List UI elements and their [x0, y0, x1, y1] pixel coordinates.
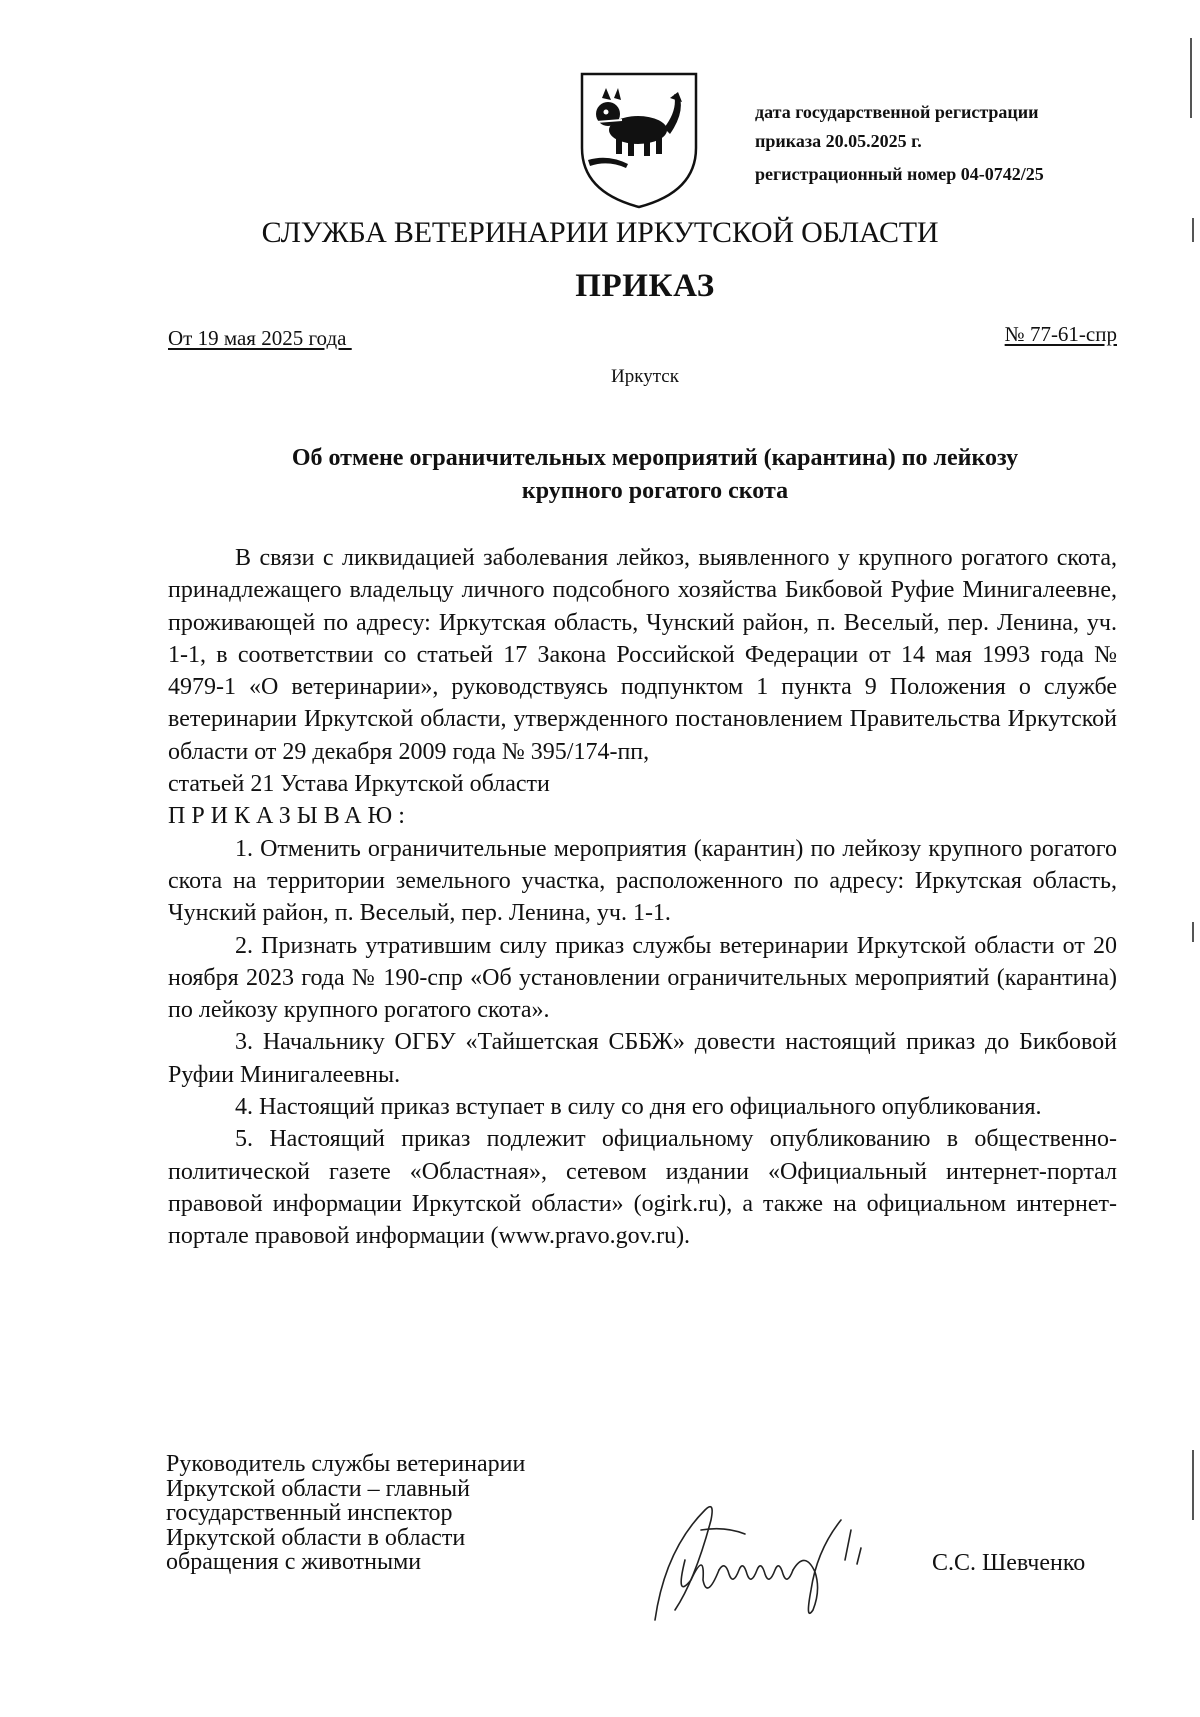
signatory-position-line: Иркутской области в области [166, 1524, 466, 1551]
document-date: От 19 мая 2025 года [168, 326, 352, 350]
document-type: ПРИКАЗ [575, 268, 715, 304]
order-item-5: 5. Настоящий приказ подлежит официальному опубликованию в общественно-политической газете «Областная», сетевом издании «Официальный интернет-портал правовой информации Иркутской области» (ogirk.ru), а также на официальном интернет-портале правовой информации (www.pravo.gov.ru). [168, 1126, 1117, 1250]
organization-name: СЛУЖБА ВЕТЕРИНАРИИ ИРКУТСКОЙ ОБЛАСТИ [261, 216, 939, 249]
signatory-position-line: Иркутской области – главный [166, 1475, 470, 1502]
scan-mark [1192, 1450, 1194, 1520]
signatory-position-line: обращения с животными [166, 1549, 422, 1575]
scan-mark [1192, 922, 1194, 942]
signatory-position-line: Руководитель службы ветеринарии [166, 1451, 526, 1477]
registration-date: приказа 20.05.2025 г. [755, 131, 922, 151]
document-title [150, 442, 1160, 508]
document-title-line-1: Об отмене ограничительных мероприятий (карантина) по лейкозу [291, 445, 1019, 471]
registration-number: регистрационный номер 04-0742/25 [755, 164, 1044, 184]
coat-of-arms-icon [578, 70, 700, 210]
document-body [168, 542, 1117, 1253]
scan-mark [1192, 218, 1194, 242]
preamble-ending: статьей 21 Устава Иркутской области [168, 771, 550, 798]
signatory-position [166, 1452, 525, 1575]
signatory-name: С.С. Шевченко [932, 1550, 1086, 1576]
scan-mark [1190, 38, 1192, 118]
registration-date-label: дата государственной регистрации [755, 102, 1039, 122]
registration-stamp [755, 98, 1165, 189]
order-item-1: 1. Отменить ограничительные мероприятия (карантин) по лейкозу крупного рогатого скота на территории земельного участка, расположенного по адресу: Иркутская область, Чунский район, п. Веселый, пер. Ленина, уч. 1-1. [168, 835, 1117, 927]
document-title-line-2: крупного рогатого скота [521, 478, 789, 504]
handwritten-signature-icon [645, 1490, 925, 1630]
order-item-4: 4. Настоящий приказ вступает в силу со дня его официального опубликования. [235, 1094, 1042, 1121]
document-city: Иркутск [611, 366, 679, 387]
order-item-3: 3. Начальнику ОГБУ «Тайшетская СББЖ» довести настоящий приказ до Бикбовой Руфии Минигалеевны. [168, 1029, 1117, 1088]
signatory-position-line: государственный инспектор [166, 1500, 453, 1526]
preamble-paragraph: В связи с ликвидацией заболевания лейкоз, выявленного у крупного рогатого скота, принадлежащего владельцу личного подсобного хозяйства Бикбовой Руфие Минигалеевне, проживающей по адресу: Иркутская область, Чунский район, п. Веселый, пер. Ленина, уч. 1-1, в соответствии со статьей 17 Закона Российской Федерации от 14 мая 1993 года № 4979-1 «О ветеринарии», руководствуясь подпунктом 1 пункта 9 Положения о службе ветеринарии Иркутской области, утвержденного постановлением Правительства Иркутской области от 29 декабря 2009 года № 395/174-пп, [168, 545, 1117, 765]
document-number: № 77-61-спр [1004, 322, 1117, 346]
order-word: ПРИКАЗЫВАЮ: [168, 803, 411, 830]
order-item-2: 2. Признать утратившим силу приказ службы ветеринарии Иркутской области от 20 ноября 2023 года № 190-спр «Об установлении ограничительных мероприятий (карантина) по лейкозу крупного рогатого скота». [168, 932, 1117, 1024]
